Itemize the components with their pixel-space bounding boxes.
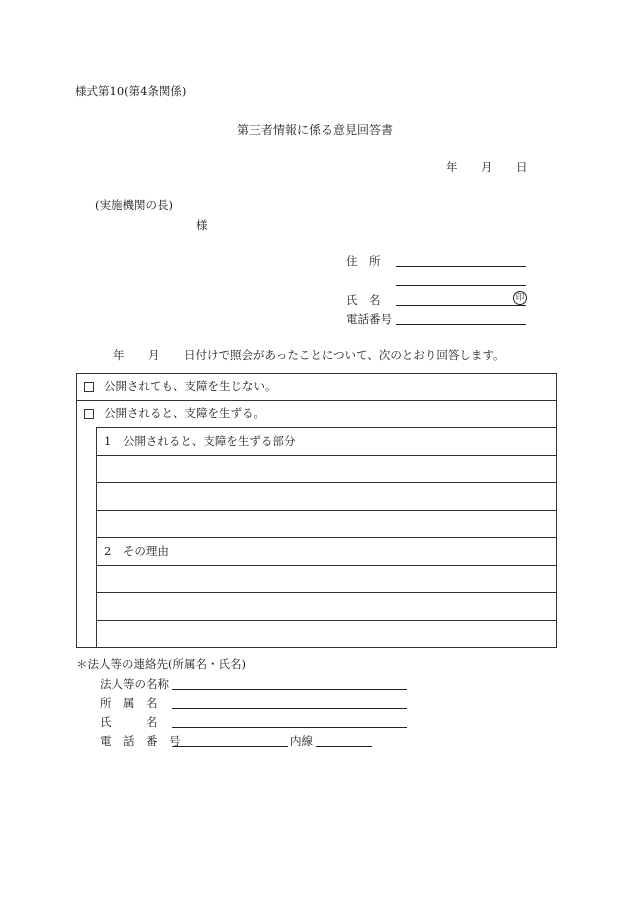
sub-row-line: [96, 592, 557, 593]
table-divider: [76, 400, 557, 401]
intro-year-label: 年: [113, 348, 125, 362]
address-label: 住 所: [346, 254, 381, 268]
addressee-honorific: 様: [196, 218, 208, 232]
date-year-label: 年: [446, 160, 458, 174]
date-day-label: 日: [516, 160, 528, 174]
company-name-label: 法人等の名称: [100, 677, 169, 691]
option-impediment[interactable]: [84, 408, 265, 420]
addressee-organization: (実施機関の長): [95, 198, 173, 212]
name-label: 氏 名: [346, 293, 381, 307]
option-no-impediment[interactable]: [84, 381, 277, 393]
contact-phone-line[interactable]: [172, 746, 288, 747]
reason-heading: 2 その理由: [104, 544, 169, 558]
intro-text: 日付けで照会があったことについて、次のとおり回答します。: [184, 348, 505, 362]
option-no-impediment-label: 公開されても、支障を生じない。: [104, 379, 277, 393]
sub-row-line: [96, 565, 557, 566]
company-name-line[interactable]: [172, 689, 407, 690]
contact-name-line[interactable]: [172, 727, 407, 728]
name-line[interactable]: [396, 305, 526, 306]
address-line-2[interactable]: [396, 285, 526, 286]
sub-row-line: [96, 482, 557, 483]
phone-line[interactable]: [396, 324, 526, 325]
checkbox-icon[interactable]: [84, 382, 94, 392]
contact-heading: ＊法人等の連絡先(所属名・氏名): [76, 657, 246, 671]
sub-row-line: [96, 455, 557, 456]
sub-row-line: [96, 537, 557, 538]
extension-line[interactable]: [316, 746, 372, 747]
sub-row-line: [96, 427, 557, 428]
date-month-label: 月: [481, 160, 493, 174]
extension-label: 内線: [290, 734, 313, 748]
contact-name-label: 氏 名: [100, 715, 158, 729]
sub-row-line: [96, 510, 557, 511]
department-line[interactable]: [172, 708, 407, 709]
impediment-part-heading: 1 公開されると、支障を生ずる部分: [104, 434, 296, 448]
form-number: 様式第10(第4条関係): [75, 84, 187, 98]
address-line-1[interactable]: [396, 266, 526, 267]
document-title: 第三者情報に係る意見回答書: [237, 123, 394, 137]
sub-row-line: [96, 620, 557, 621]
contact-phone-label: 電 話 番 号: [100, 734, 181, 748]
intro-month-label: 月: [148, 348, 160, 362]
department-label: 所 属 名: [100, 696, 158, 710]
phone-label: 電話番号: [346, 312, 392, 326]
option-impediment-label: 公開されると、支障を生ずる。: [104, 406, 265, 420]
checkbox-icon[interactable]: [84, 409, 94, 419]
seal-mark: 印: [513, 291, 527, 305]
